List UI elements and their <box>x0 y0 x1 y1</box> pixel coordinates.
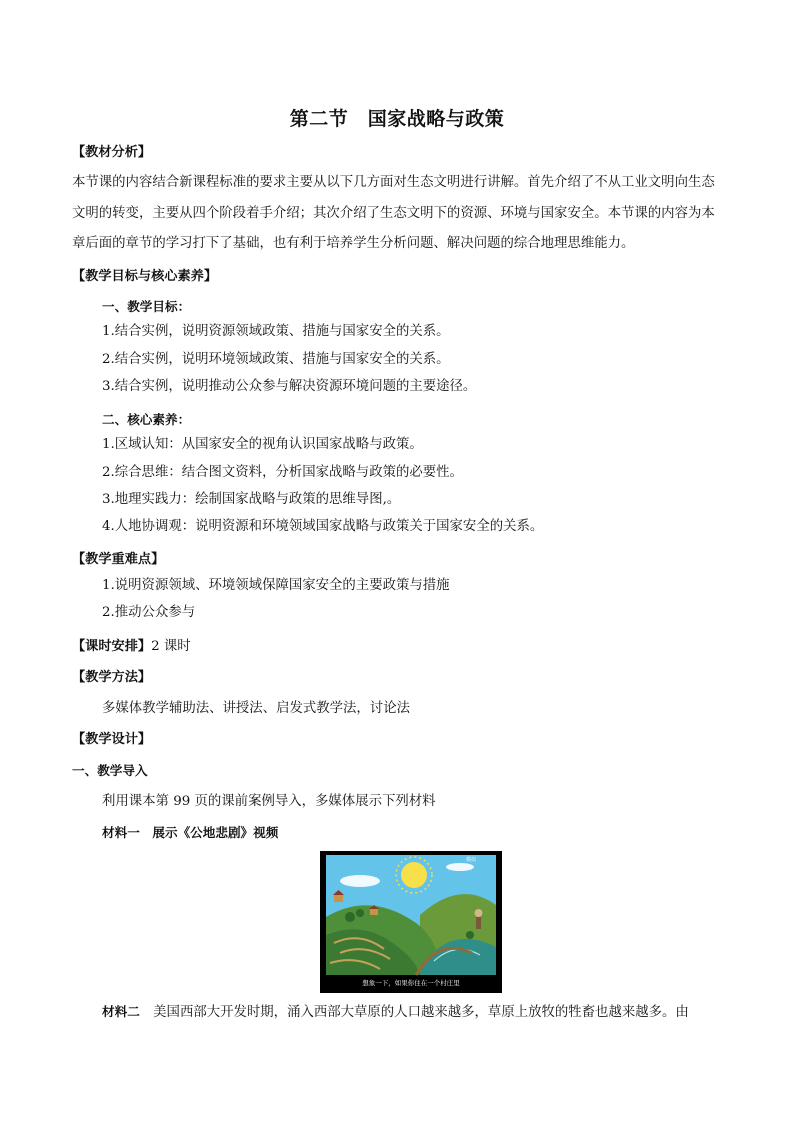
key-item: 1.说明资源领域、环境领域保障国家安全的主要政策与措施 <box>102 578 450 593</box>
material2-label: 材料二 <box>102 1004 140 1019</box>
design-subheading: 一、教学导入 <box>72 763 148 778</box>
core-item: 4.人地协调观：说明资源和环境领域国家战略与政策关于国家安全的关系。 <box>102 519 544 534</box>
core-item: 1.区域认知：从国家安全的视角认识国家战略与政策。 <box>102 437 423 452</box>
video-caption: 想象一下，如果你住在一个村庄里 <box>362 979 460 987</box>
page-title: 第二节 国家战略与政策 <box>289 108 505 130</box>
material1-label: 材料一 展示《公地悲剧》视频 <box>102 825 279 840</box>
landscape-illustration <box>320 851 502 993</box>
goal-item: 2.结合实例，说明环境领域政策、措施与国家安全的关系。 <box>102 352 450 367</box>
method-text: 多媒体教学辅助法、讲授法、启发式教学法，讨论法 <box>102 701 410 716</box>
method-heading: 【教学方法】 <box>72 670 152 685</box>
key-heading: 【教学重难点】 <box>72 552 165 567</box>
analysis-paragraph: 本节课的内容结合新课程标准的要求主要从以下几方面对生态文明进行讲解。首先介绍了不从工业文明向生态文明的转变，主要从四个阶段着手介绍；其次介绍了生态文明下的资源、环境与国家安全。本节课的内容为本章后面的章节的学习打下了基础，也有利于培养学生分析问题、解决问题的综合地理思维能力。 <box>72 175 715 251</box>
goals-subheading: 一、教学目标： <box>102 299 191 314</box>
material2-line <box>102 1002 689 1023</box>
intro-text: 利用课本第 99 页的课前案例导入，多媒体展示下列材料 <box>102 794 436 809</box>
material2-text: 美国西部大开发时期，涌入西部大草原的人口越来越多，草原上放牧的牲畜也越来越多。由 <box>153 1005 689 1020</box>
svg-text:模拟: 模拟 <box>466 857 477 863</box>
schedule-value: 2 课时 <box>151 639 191 654</box>
goal-item: 3.结合实例，说明推动公众参与解决资源环境问题的主要途径。 <box>102 379 477 394</box>
goals-heading: 【教学目标与核心素养】 <box>72 269 218 284</box>
design-heading: 【教学设计】 <box>72 732 152 747</box>
schedule-line <box>72 637 191 657</box>
core-subheading: 二、核心素养： <box>102 412 191 427</box>
core-item: 2.综合思维：结合图文资料，分析国家战略与政策的必要性。 <box>102 465 463 480</box>
core-item: 3.地理实践力：绘制国家战略与政策的思维导图,。 <box>102 492 401 507</box>
schedule-heading: 【课时安排】 <box>72 639 152 654</box>
analysis-heading: 【教材分析】 <box>72 145 152 160</box>
video-still-image <box>320 851 502 993</box>
goal-item: 1.结合实例，说明资源领域政策、措施与国家安全的关系。 <box>102 324 450 339</box>
key-item: 2.推动公众参与 <box>102 605 196 620</box>
